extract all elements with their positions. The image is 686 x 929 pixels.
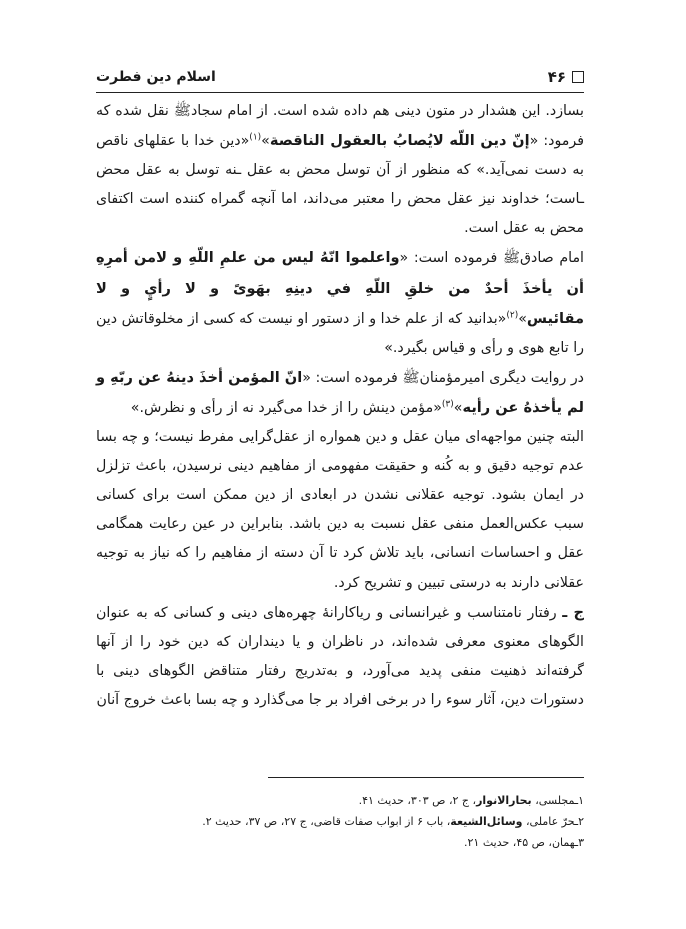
paragraph-1: بسازد. این هشدار در متون دینی هم داده شده است. از امام سجادﷺ نقل شده که فرمود: «إنّ دین اللّه لایُصابُ بالعقول الناقصة»$^{(۱)}$«دین خدا با عقلهای ناقص به دست نمی‌آید.» که منظور از آن توسل محض به عقل ـنه توسل به عقل محض ـاست؛ خداوند نیز عقل محض را معتبر می‌داند، اما آنچه گمراه کننده است اکتفای محض به عقل است. [96,103,585,237]
arabic-quote: إنّ دین اللّه لایُصابُ بالعقول الناقصة [269,132,530,150]
footnote: ۱ـمجلسی، بحارالانوار، ج ۲، ص ۳۰۳، حدیث ۴۱. [358,794,584,807]
arabic-quote: انّ المؤمن أخذَ دینهُ عن ربّهِ و لم یأخذهُ عن رأیه [96,368,584,416]
page-header [96,62,584,93]
body-text [96,97,584,715]
footnote-divider [268,777,584,778]
paragraph-4: البته چنین مواجهه‌ای میان عقل و دین همواره از عقل‌گرایی مفرط نیست؛ و چه بسا عدم توجیه دقیق و به کُنه و حقیقت مفهومی از مفاهیم دینی نرسیدن، باعث تزلزل در ایمان بشود. توجیه عقلانی نشدن در ابعادی از دین ممکن است برای کسانی سبب عکس‌العمل منفی عقل نسبت به دین باشد. بنابراین در عین رعایت همگامی عقل و احساسات انسانی، باید تلاش کرد تا آن دسته از مفاهیم را که نیاز به توجیه عقلانی دارند به درستی تبیین و تشریح کرد. [96,429,584,591]
footnote-ref[interactable]: (۲) [506,309,519,320]
honorific-mark: ﷺ [502,250,521,267]
running-title: اسلام دین فطرت [96,69,216,85]
book-title: بحارالانوار [476,794,532,807]
paragraph-2: امام صادقﷺ فرموده است: «واعلموا انّهُ لیس من علمِ اللّهِ و لامن أمرِهِ أن یأخذَ أحدٌ من خلقِ اللّهِ في دینِهِ بهَویً و لا رأيٍ و لا مقائیس»$^{(۲)}$«بدانید که از علم خدا و از دستور او نیست که کسی از مخلوقاتش دین را تابع هوی و رأی و قیاس بگیرد.» [96,249,584,356]
footnote: ۲ـحرّ عاملی، وسائل‌الشیعة، باب ۶ از ابواب صفات قاضی، ج ۲۷، ص ۳۷، حدیث ۲. [202,815,584,828]
paragraph-5: ج ـ رفتار نامتناسب و غیرانسانی و ریاکارانهٔ چهره‌های دینی و کسانی که به عنوان الگوهای معنوی معرفی شده‌اند، در ناظران و یا دینداران که دین خود را از آنها گرفته‌اند ذهنیت منفی پدید می‌آورد، و به‌تدریج رفتار متناقض الگوهای دینی با دستورات دین، آثار سوء را در برخی افراد بر جا می‌گذارد و چه بسا باعث خروج آنان [96,603,584,708]
footnotes [96,790,584,853]
page-number-block [548,68,584,86]
footnote: ۳ـهمان، ص ۴۵، حدیث ۲۱. [464,836,584,849]
paragraph-3: در روایت دیگری امیرمؤمنانﷺ فرموده است: «انّ المؤمن أخذَ دینهُ عن ربّهِ و لم یأخذهُ عن رأیه»$^{(۳)}$«مؤمن دینش را از خدا می‌گیرد نه از رأی و نظرش.» [96,368,584,416]
page-number: ۴۶ [547,68,566,86]
arabic-quote: واعلموا انّهُ لیس من علمِ اللّهِ و لامن أمرِهِ أن یأخذَ أحدٌ من خلقِ اللّهِ في دینِهِ بهَویً و لا رأيٍ و لا مقائیس [96,249,584,327]
book-title: وسائل‌الشیعة [450,815,523,828]
footnote-ref[interactable]: (۱) [249,132,262,143]
honorific-mark: ﷺ [402,369,420,386]
square-bullet-icon [572,71,584,83]
honorific-mark: ﷺ [173,103,191,119]
footnote-ref[interactable]: (۳) [441,399,454,410]
section-label: ج ـ [562,603,584,621]
